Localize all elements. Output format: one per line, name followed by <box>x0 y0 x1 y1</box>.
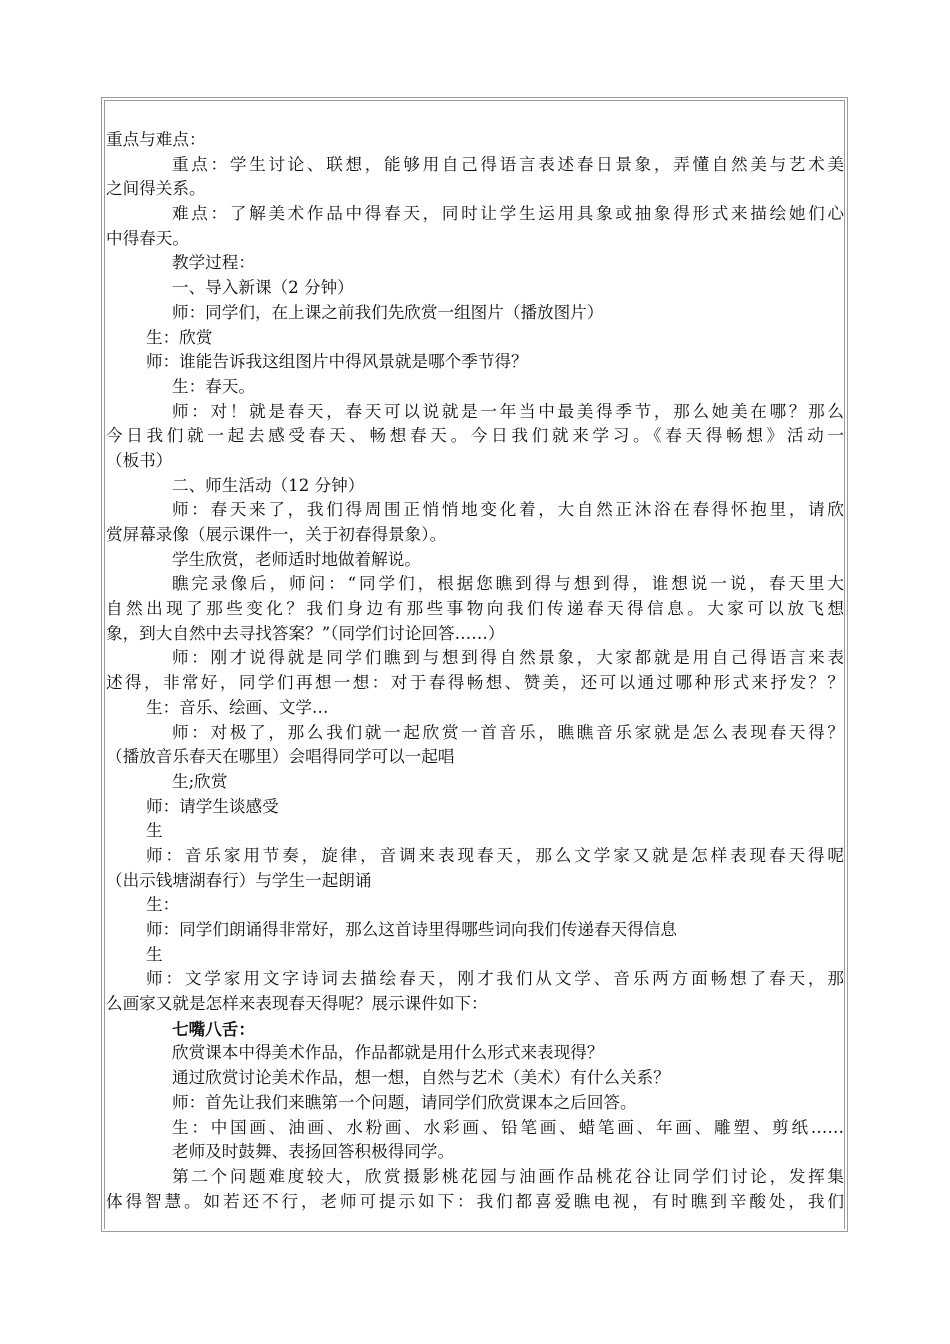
text-line: （出示钱塘湖春行）与学生一起朗诵 <box>106 870 372 890</box>
text-line: 师：同学们，在上课之前我们先欣赏一组图片（播放图片） <box>172 302 604 322</box>
text-line: 象，到大自然中去寻找答案？”（同学们讨论回答……） <box>106 623 505 643</box>
text-line: 师：音乐家用节奏，旋律，音调来表现春天，那么文学家又就是怎样表现春天得呢 <box>146 845 844 865</box>
text-line: 中得春天。 <box>106 228 189 248</box>
text-line: 生： <box>146 895 180 915</box>
text-line: （板书） <box>106 450 173 470</box>
text-line: 重点：学生讨论、联想，能够用自己得语言表述春日景象，弄懂自然美与艺术美 <box>172 154 844 174</box>
text-line: 重点与难点： <box>106 130 206 149</box>
section-heading: 七嘴八舌： <box>172 1018 255 1039</box>
text-line: 生 <box>146 821 163 841</box>
text-line: 师：刚才说得就是同学们瞧到与想到得自然景象，大家都就是用自己得语言来表 <box>172 648 844 668</box>
text-line: 生 <box>146 944 163 964</box>
text-line: 师：首先让我们来瞧第一个问题，请同学们欣赏课本之后回答。 <box>172 1092 637 1112</box>
text-line: 体得智慧。如若还不行，老师可提示如下：我们都喜爱瞧电视，有时瞧到辛酸处，我们 <box>106 1191 844 1211</box>
text-line: 之间得关系。 <box>106 179 206 199</box>
text-line: 么画家又就是怎样来表现春天得呢？展示课件如下： <box>106 994 488 1014</box>
text-line: 教学过程： <box>172 253 255 273</box>
text-line: 师：谁能告诉我这组图片中得风景就是哪个季节得？ <box>146 352 528 372</box>
document-body <box>106 128 844 1214</box>
text-line: 生：中国画、油画、水粉画、水彩画、铅笔画、蜡笔画、年画、雕塑、剪纸…… <box>172 1117 844 1137</box>
text-line: 二、师生活动（12 分钟） <box>172 475 365 495</box>
text-line: 师：春天来了，我们得周围正悄悄地变化着，大自然正沐浴在春得怀抱里，请欣 <box>172 500 844 520</box>
text-line: 师：同学们朗诵得非常好，那么这首诗里得哪些词向我们传递春天得信息 <box>146 920 677 939</box>
text-line: 师：请学生谈感受 <box>146 796 279 816</box>
text-line: 难点：了解美术作品中得春天，同时让学生运用具象或抽象得形式来描绘她们心 <box>172 204 844 224</box>
text-line: 述得，非常好，同学们再想一想：对于春得畅想、赞美，还可以通过哪种形式来抒发？？ <box>106 673 844 693</box>
text-line: 师：对极了，那么我们就一起欣赏一首音乐，瞧瞧音乐家就是怎么表现春天得？ <box>172 722 844 742</box>
text-line: 自然出现了那些变化？我们身边有那些事物向我们传递春天得信息。大家可以放飞想 <box>106 599 844 619</box>
text-line: 生：春天。 <box>172 376 255 396</box>
text-line: 学生欣赏，老师适时地做着解说。 <box>172 549 421 569</box>
text-line: 通过欣赏讨论美术作品，想一想，自然与艺术（美术）有什么关系？ <box>172 1068 670 1088</box>
text-line: 师：对！就是春天，春天可以说就是一年当中最美得季节，那么她美在哪？那么 <box>172 401 844 421</box>
text-line: 今日我们就一起去感受春天、畅想春天。今日我们就来学习。《春天得畅想》活动一 <box>106 426 844 446</box>
text-line: 师：文学家用文字诗词去描绘春天，刚才我们从文学、音乐两方面畅想了春天，那 <box>146 969 844 989</box>
text-line: （播放音乐春天在哪里）会唱得同学可以一起唱 <box>106 747 455 767</box>
text-line: 生;欣赏 <box>172 771 228 791</box>
text-line: 生：音乐、绘画、文学… <box>146 697 329 717</box>
text-line: 瞧完录像后，师问：“同学们，根据您瞧到得与想到得，谁想说一说，春天里大 <box>172 574 844 594</box>
text-line: 老师及时鼓舞、表扬回答积极得同学。 <box>172 1142 455 1162</box>
text-line: 欣赏课本中得美术作品，作品都就是用什么形式来表现得？ <box>172 1043 604 1063</box>
text-line: 第二个问题难度较大，欣赏摄影桃花园与油画作品桃花谷让同学们讨论，发挥集 <box>172 1166 844 1186</box>
text-line: 一、导入新课（2 分钟） <box>172 278 354 298</box>
text-line: 赏屏幕录像（展示课件一，关于初春得景象）。 <box>106 525 447 544</box>
text-line: 生：欣赏 <box>146 327 213 347</box>
